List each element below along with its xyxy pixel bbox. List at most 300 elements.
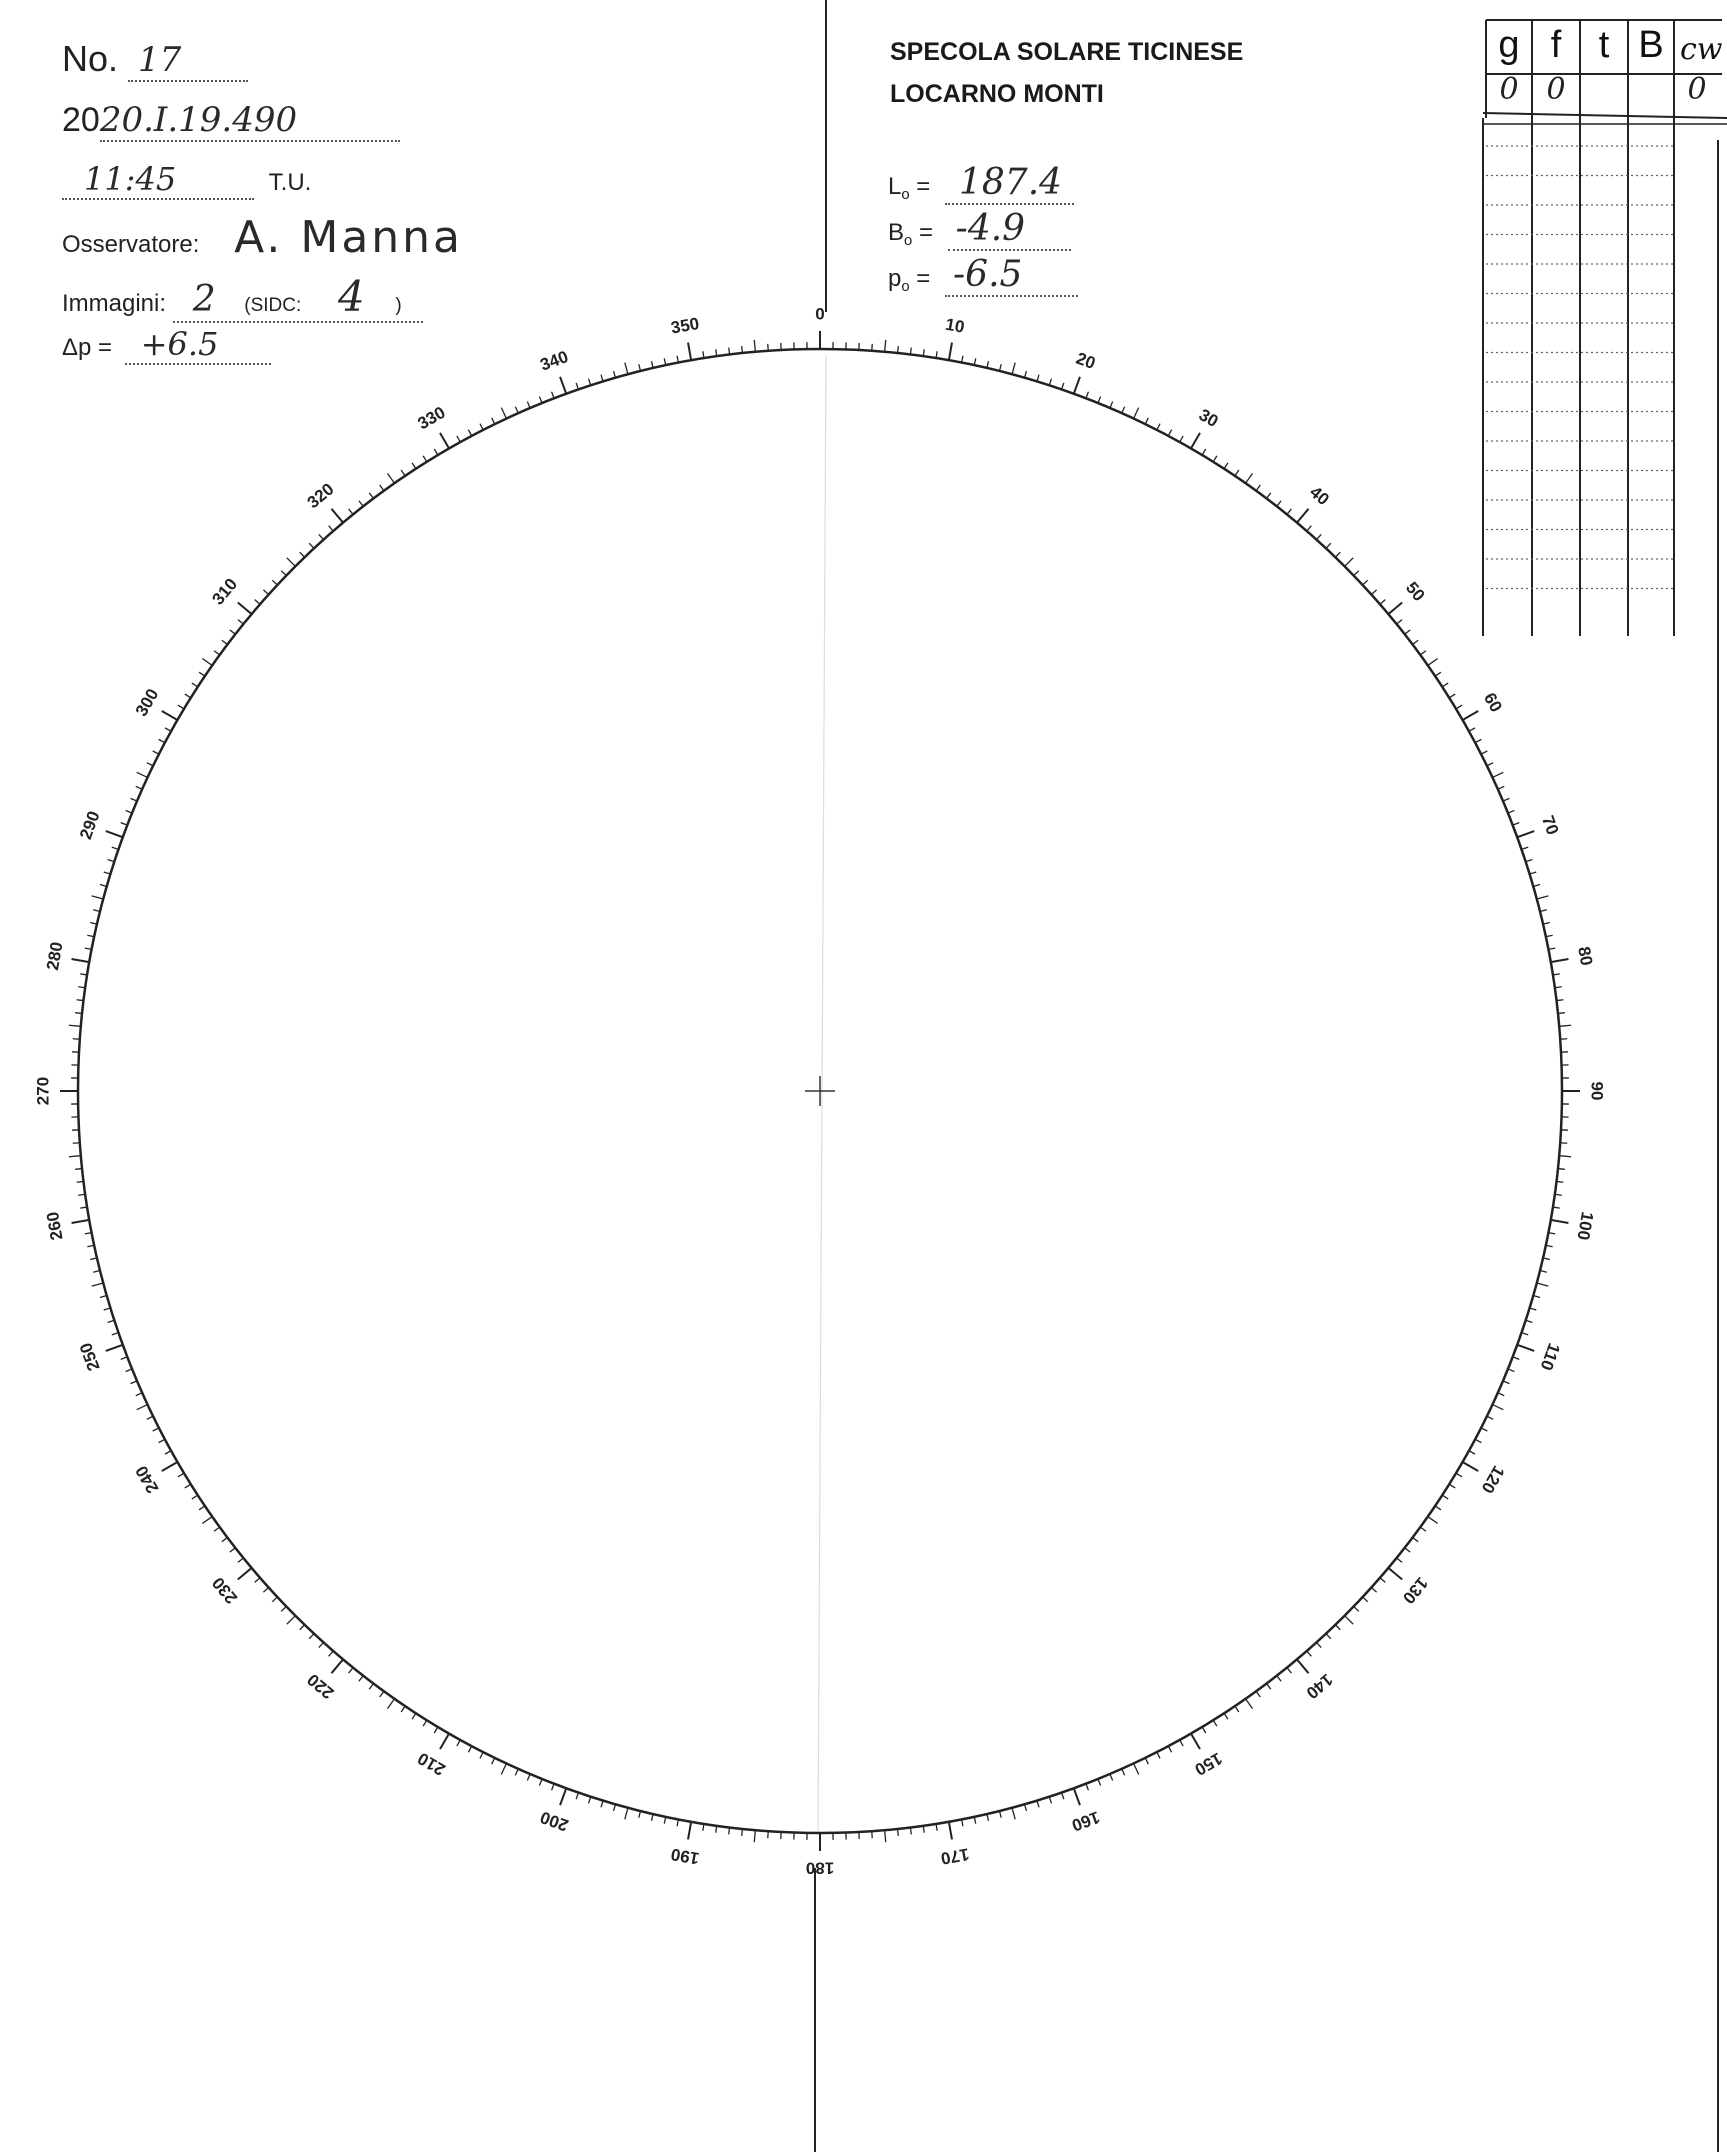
tick-242 (159, 1439, 165, 1442)
tick-344 (614, 371, 616, 378)
tick-128 (1405, 1548, 1411, 1552)
p0-value: -6.5 (945, 254, 1078, 297)
tick-285 (92, 896, 104, 899)
tick-325 (388, 473, 395, 483)
tick-280 (72, 959, 90, 962)
tick-339 (552, 392, 555, 399)
tick-319 (329, 526, 334, 531)
tick-58 (1449, 694, 1455, 698)
tick-190 (688, 1822, 691, 1840)
tick-237 (192, 1495, 198, 1499)
tick-347 (652, 361, 654, 368)
sidc-close: ) (395, 295, 402, 316)
tick-68 (1508, 810, 1514, 813)
tick-78 (1546, 935, 1553, 936)
tick-140 (1297, 1659, 1309, 1673)
tick-219 (349, 1668, 353, 1673)
org-name: SPECOLA SOLARE TICINESE (890, 38, 1244, 66)
tick-57 (1442, 683, 1448, 687)
tick-170 (949, 1822, 952, 1840)
tick-50 (1388, 602, 1402, 614)
tick-330 (440, 433, 449, 449)
tick-317 (309, 543, 314, 548)
tick-205 (501, 1763, 506, 1774)
tick-337 (527, 402, 530, 408)
tick-300 (162, 711, 178, 720)
tick-197 (601, 1801, 603, 1808)
tick-239 (178, 1473, 184, 1477)
tick-240 (162, 1462, 178, 1471)
tick-42 (1316, 534, 1321, 539)
table-value-B: 0 (1687, 72, 1707, 107)
tick-241 (165, 1451, 171, 1454)
tick-135 (1345, 1616, 1353, 1624)
tick-257 (90, 1258, 97, 1260)
tick-142 (1277, 1676, 1281, 1682)
tick-83 (1556, 1000, 1563, 1001)
degree-label-210: 210 (414, 1748, 449, 1780)
tick-84 (1558, 1013, 1565, 1014)
tick-187 (729, 1827, 730, 1834)
tick-107 (1530, 1308, 1537, 1310)
tick-327 (412, 463, 416, 469)
tick-299 (165, 728, 171, 731)
tick-65 (1492, 772, 1503, 777)
tick-66 (1498, 786, 1504, 789)
tick-225 (287, 1616, 295, 1624)
tick-56 (1435, 672, 1441, 676)
tick-12 (974, 358, 975, 365)
tick-196 (614, 1804, 616, 1811)
tick-211 (434, 1727, 438, 1733)
tick-104 (1540, 1271, 1547, 1273)
tick-43 (1326, 543, 1331, 548)
tick-49 (1380, 600, 1385, 605)
degree-label-350: 350 (669, 313, 701, 338)
tick-355 (754, 340, 755, 352)
tick-124 (1435, 1506, 1441, 1510)
degree-label-30: 30 (1195, 405, 1222, 432)
tick-14 (1000, 364, 1002, 371)
tick-275 (69, 1025, 81, 1026)
tick-27 (1157, 424, 1160, 430)
tick-338 (539, 397, 542, 403)
tick-318 (319, 534, 324, 539)
table-header-t: t (1598, 24, 1610, 66)
tick-315 (287, 558, 295, 566)
tick-296 (147, 763, 153, 766)
tick-232 (230, 1548, 236, 1552)
tick-167 (987, 1814, 989, 1821)
tick-15 (1012, 363, 1015, 375)
tick-52 (1405, 630, 1411, 634)
tick-308 (230, 630, 236, 634)
tick-229 (255, 1578, 260, 1583)
tick-85 (1559, 1025, 1571, 1026)
tick-303 (192, 683, 198, 687)
p0-field: $p_o = -6.5$ (888, 254, 1078, 297)
tick-118 (1475, 1439, 1481, 1442)
tick-125 (1428, 1517, 1438, 1524)
tick-143 (1267, 1684, 1271, 1690)
tick-208 (468, 1746, 471, 1752)
tick-255 (92, 1283, 104, 1286)
tick-195 (625, 1808, 628, 1820)
tick-214 (401, 1706, 405, 1712)
tick-103 (1543, 1258, 1550, 1260)
tick-248 (126, 1369, 132, 1372)
tick-13 (987, 361, 989, 368)
tick-200 (560, 1788, 566, 1805)
degree-label-60: 60 (1479, 689, 1506, 716)
tick-46 (1354, 571, 1359, 576)
degree-label-150: 150 (1191, 1748, 1226, 1780)
B0-field: $B_o = -4.9$ (888, 208, 1071, 251)
tick-144 (1256, 1691, 1260, 1697)
tick-130 (1388, 1568, 1402, 1580)
tick-175 (885, 1830, 886, 1842)
B0-value: -4.9 (948, 208, 1071, 251)
tick-295 (137, 772, 148, 777)
tick-345 (625, 363, 628, 375)
tick-19 (1062, 383, 1064, 390)
tick-288 (108, 860, 115, 862)
tick-61 (1469, 728, 1475, 731)
tick-154 (1145, 1758, 1148, 1764)
degree-label-50: 50 (1401, 578, 1429, 605)
tick-213 (412, 1713, 416, 1719)
tick-53 (1413, 640, 1419, 644)
tick-96 (1558, 1169, 1565, 1170)
tick-331 (457, 436, 460, 442)
tick-290 (106, 831, 123, 837)
tick-293 (131, 798, 137, 801)
tick-127 (1413, 1538, 1419, 1542)
degree-label-0: 0 (815, 304, 825, 324)
tick-346 (639, 364, 641, 371)
tick-224 (300, 1625, 305, 1630)
tick-44 (1335, 552, 1340, 557)
tick-313 (272, 580, 277, 585)
sidc-value: 4 (337, 272, 365, 321)
tick-76 (1540, 910, 1547, 912)
degree-label-330: 330 (414, 402, 449, 434)
tick-244 (147, 1416, 153, 1419)
tick-226 (281, 1606, 286, 1611)
tick-23 (1110, 402, 1113, 408)
tick-165 (1012, 1808, 1015, 1820)
tick-206 (492, 1758, 495, 1764)
time-suffix: T.U. (268, 169, 312, 196)
tick-258 (87, 1245, 94, 1246)
tick-47 (1363, 580, 1368, 585)
tick-120 (1463, 1462, 1479, 1471)
tick-298 (159, 739, 165, 742)
tick-233 (222, 1538, 228, 1542)
tick-129 (1397, 1558, 1402, 1562)
tick-251 (112, 1333, 119, 1335)
degree-label-40: 40 (1306, 482, 1333, 510)
sidc-label: (SIDC: (244, 295, 302, 316)
tick-305 (202, 659, 212, 666)
tick-10 (949, 343, 952, 361)
degree-label-340: 340 (537, 347, 571, 375)
tick-22 (1098, 397, 1101, 403)
tick-340 (560, 377, 566, 394)
tick-322 (359, 501, 363, 507)
center-faint-line (818, 355, 826, 1835)
tick-306 (214, 651, 220, 655)
tick-106 (1533, 1296, 1540, 1298)
tick-254 (100, 1296, 107, 1298)
tick-136 (1335, 1625, 1340, 1630)
tick-203 (527, 1774, 530, 1780)
L0-value: 187.4 (945, 162, 1074, 205)
tick-41 (1307, 526, 1312, 531)
delta-p-label: Δp = (62, 334, 113, 361)
tick-77 (1543, 923, 1550, 925)
tick-80 (1551, 959, 1569, 962)
tick-21 (1086, 392, 1089, 399)
tick-348 (664, 358, 665, 365)
tick-54 (1420, 651, 1426, 655)
tick-71 (1522, 847, 1529, 849)
B0-label: B (888, 219, 905, 246)
tick-146 (1235, 1706, 1239, 1712)
degree-label-80: 80 (1574, 945, 1597, 968)
B0-sub: o (904, 233, 913, 250)
tick-95 (1559, 1156, 1571, 1157)
tick-64 (1487, 763, 1493, 766)
tick-186 (742, 1829, 743, 1836)
table-value-f: 0 (1546, 72, 1566, 107)
tick-111 (1513, 1357, 1520, 1360)
tick-29 (1180, 436, 1183, 442)
tick-243 (153, 1428, 159, 1431)
tick-45 (1345, 558, 1353, 566)
tick-51 (1397, 620, 1402, 624)
tick-316 (300, 552, 305, 557)
tick-161 (1062, 1793, 1064, 1800)
tick-109 (1522, 1333, 1529, 1335)
degree-label-90: 90 (1587, 1081, 1607, 1101)
tick-228 (263, 1587, 268, 1592)
degree-label-230: 230 (208, 1573, 242, 1608)
tick-126 (1420, 1527, 1426, 1531)
tick-147 (1224, 1713, 1228, 1719)
p0-label: p (888, 265, 902, 292)
tick-283 (90, 923, 97, 925)
tick-334 (492, 418, 495, 424)
tick-284 (93, 910, 100, 912)
table-value-g: 0 (1499, 72, 1519, 107)
date-value: 20.I.19.490 (100, 100, 400, 142)
p0-sub: o (901, 279, 910, 296)
table-header-B: B (1638, 24, 1664, 66)
tick-131 (1380, 1578, 1385, 1583)
tick-221 (329, 1651, 334, 1656)
tick-119 (1469, 1451, 1475, 1454)
tick-227 (272, 1597, 277, 1602)
tick-236 (199, 1506, 205, 1510)
tick-343 (601, 375, 603, 382)
tick-112 (1508, 1369, 1514, 1372)
tick-16 (1025, 371, 1027, 378)
tick-139 (1307, 1651, 1312, 1656)
degree-label-190: 190 (669, 1844, 701, 1869)
degree-label-110: 110 (1536, 1340, 1564, 1373)
tick-32 (1213, 456, 1217, 462)
tick-287 (104, 872, 111, 874)
tick-217 (369, 1684, 373, 1690)
degree-label-290: 290 (76, 808, 104, 842)
tick-33 (1224, 463, 1228, 469)
tick-166 (1000, 1811, 1002, 1818)
tick-333 (480, 424, 483, 430)
tick-160 (1074, 1788, 1080, 1805)
tick-38 (1277, 501, 1281, 507)
tick-323 (369, 493, 373, 499)
tick-25 (1134, 408, 1139, 419)
tick-245 (137, 1405, 148, 1410)
tick-282 (87, 935, 94, 936)
tick-253 (104, 1308, 111, 1310)
tick-158 (1098, 1779, 1101, 1785)
tick-174 (898, 1829, 899, 1836)
tick-354 (742, 346, 743, 353)
tick-222 (319, 1642, 324, 1647)
tick-159 (1086, 1784, 1089, 1791)
tick-168 (974, 1817, 975, 1824)
tick-75 (1537, 896, 1549, 899)
tick-265 (69, 1156, 81, 1157)
degree-label-260: 260 (42, 1210, 67, 1242)
tick-297 (153, 751, 159, 754)
degree-label-10: 10 (943, 314, 966, 337)
tick-48 (1371, 590, 1376, 595)
tick-220 (331, 1659, 343, 1673)
tick-37 (1267, 493, 1271, 499)
tick-39 (1287, 509, 1291, 514)
tick-324 (380, 485, 384, 491)
degree-label-160: 160 (1069, 1807, 1103, 1835)
tick-100 (1551, 1220, 1569, 1223)
tick-110 (1517, 1345, 1534, 1351)
tick-286 (100, 885, 107, 887)
tick-31 (1202, 449, 1206, 455)
tick-141 (1287, 1668, 1291, 1673)
tick-204 (515, 1769, 518, 1775)
tick-97 (1556, 1181, 1563, 1182)
tick-209 (457, 1740, 460, 1746)
tick-301 (178, 705, 184, 709)
tick-341 (576, 383, 578, 390)
tick-60 (1463, 711, 1479, 720)
tick-115 (1492, 1405, 1503, 1410)
tick-212 (423, 1720, 427, 1726)
tick-152 (1168, 1746, 1171, 1752)
tick-26 (1145, 418, 1148, 424)
tick-116 (1487, 1416, 1493, 1419)
tick-252 (108, 1320, 115, 1322)
tick-353 (729, 348, 730, 355)
degree-label-130: 130 (1398, 1573, 1432, 1608)
no-label: No. (62, 38, 119, 79)
tick-6 (898, 346, 899, 353)
tick-312 (263, 590, 268, 595)
tick-113 (1503, 1381, 1509, 1384)
tick-246 (136, 1393, 142, 1396)
tick-223 (309, 1634, 314, 1639)
tick-73 (1530, 872, 1537, 874)
tick-230 (238, 1568, 252, 1580)
tick-215 (388, 1699, 395, 1709)
tick-163 (1037, 1801, 1039, 1808)
tick-198 (589, 1797, 591, 1804)
tick-250 (106, 1345, 123, 1351)
tick-309 (238, 620, 243, 624)
tick-70 (1517, 831, 1534, 837)
tick-24 (1122, 407, 1125, 413)
degree-label-270: 270 (33, 1076, 53, 1106)
tick-63 (1481, 751, 1487, 754)
tick-155 (1134, 1763, 1139, 1774)
delta-p-value: +6.5 (125, 325, 271, 365)
tick-201 (552, 1784, 555, 1791)
degree-label-320: 320 (303, 479, 338, 513)
tick-185 (754, 1830, 755, 1842)
tick-55 (1428, 659, 1438, 666)
degree-label-120: 120 (1477, 1462, 1509, 1497)
tick-291 (121, 823, 128, 826)
L0-sub: o (901, 187, 910, 204)
tick-67 (1503, 798, 1509, 801)
tick-17 (1037, 375, 1039, 382)
tick-336 (515, 407, 518, 413)
tick-292 (126, 810, 132, 813)
tick-62 (1475, 739, 1481, 742)
tick-74 (1533, 885, 1540, 887)
tick-151 (1180, 1740, 1183, 1746)
tick-34 (1235, 470, 1239, 476)
tick-210 (440, 1734, 449, 1750)
tick-149 (1202, 1727, 1206, 1733)
tick-321 (349, 509, 353, 514)
tick-350 (688, 343, 691, 361)
tick-40 (1297, 509, 1309, 523)
org-location: LOCARNO MONTI (890, 80, 1104, 108)
tick-277 (77, 1000, 84, 1001)
tick-138 (1316, 1642, 1321, 1647)
images-label: Immagini: (62, 290, 167, 317)
tick-194 (639, 1811, 641, 1818)
tick-133 (1363, 1597, 1368, 1602)
tick-164 (1025, 1804, 1027, 1811)
tick-69 (1513, 823, 1520, 826)
tick-247 (131, 1381, 137, 1384)
degree-label-280: 280 (42, 940, 67, 972)
tick-326 (401, 470, 405, 476)
tick-20 (1074, 377, 1080, 394)
tick-72 (1526, 860, 1533, 862)
tick-7 (910, 348, 911, 355)
tick-256 (93, 1271, 100, 1273)
tick-108 (1526, 1320, 1533, 1322)
tick-148 (1213, 1720, 1217, 1726)
degree-label-310: 310 (208, 574, 242, 609)
tick-122 (1449, 1484, 1455, 1488)
tick-310 (238, 602, 252, 614)
